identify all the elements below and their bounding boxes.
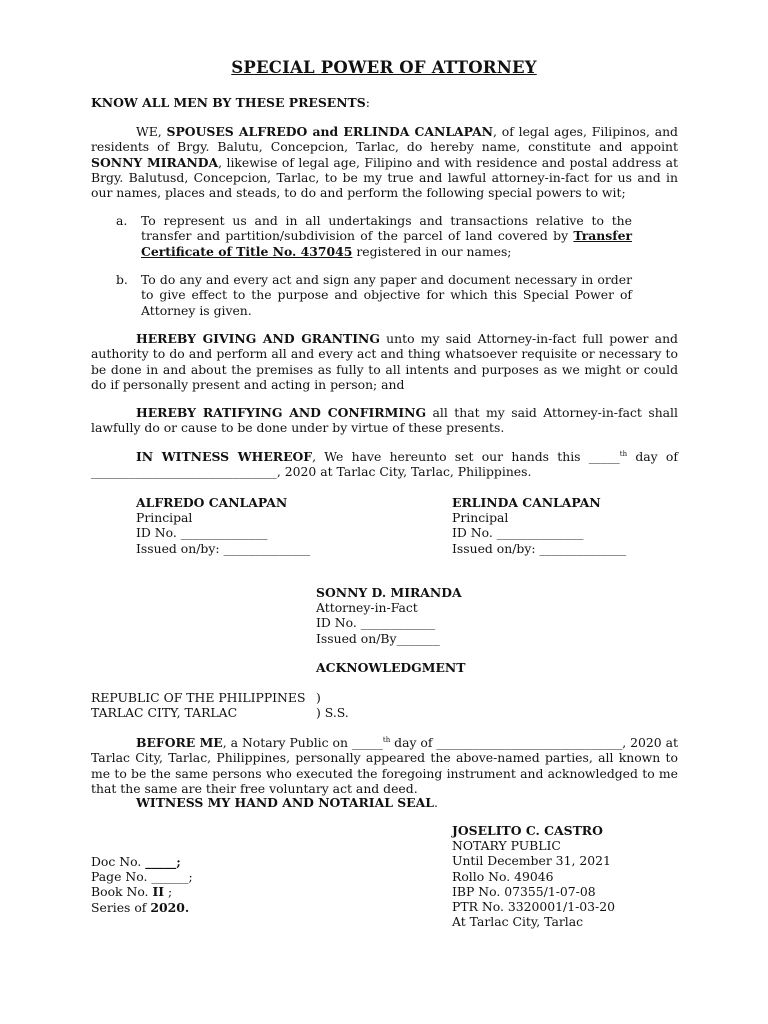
item-b-marker: b. [116, 272, 128, 287]
p3-text: all that my said Attorney-in-fact shall lawfully do or cause to be done under by virtue of these presents. [91, 405, 678, 436]
venue-line-2: TARLAC CITY, TARLAC [91, 705, 238, 720]
notary-block [452, 823, 615, 929]
p3-heading: HEREBY RATIFYING AND CONFIRMING [136, 405, 427, 420]
p2-heading: HEREBY GIVING AND GRANTING [136, 331, 380, 346]
attorney-role: Attorney-in-Fact [316, 600, 418, 616]
ack-text1: , a Notary Public on _____ [222, 735, 383, 750]
doc-no-line: Doc No. _____; [91, 854, 181, 869]
power-item-b [116, 272, 632, 318]
venue-line-1: REPUBLIC OF THE PHILIPPINES [91, 690, 306, 705]
p1-text-e: , likewise of legal age, Filipino and with residence and postal address at Brgy. Balutusd, Concepcion, Tarlac, to be my true and lawful attorney-in-fact for us and in our names, places and steads, to do and perform the following special powers to wit; [91, 154, 678, 201]
principal-2-id: ID No. ______________ [452, 525, 584, 541]
notary-ibp: IBP No. 07355/1-07-08 [452, 883, 596, 899]
book-no-line: Book No. II ; [91, 884, 173, 900]
witness-seal-line [136, 795, 438, 810]
principal-1-issued: Issued on/by: ______________ [136, 540, 311, 556]
page-no-line: Page No. ______; [91, 869, 193, 885]
item-a-text: To represent us and in all undertakings and transactions relative to the transfer and partition/subdivision of the parcel of land covered by [141, 213, 632, 244]
attorney-name-inline: SONNY MIRANDA [91, 154, 219, 170]
principal-1-id: ID No. ______________ [136, 525, 268, 541]
intro-heading: KNOW ALL MEN BY THESE PRESENTS [91, 95, 366, 110]
attorney-issued: Issued on/By_______ [316, 630, 440, 646]
principal-1-signature-block [136, 495, 310, 556]
witness-seal-end: . [433, 795, 438, 810]
principal-2-issued: Issued on/by: ______________ [452, 540, 627, 556]
attorney-signature-block [316, 585, 462, 646]
principal-1-role: Principal [136, 510, 193, 526]
paragraph-before-me [91, 735, 678, 796]
paragraph-ratifying [91, 405, 678, 436]
paragraph-witness-whereof [91, 449, 678, 480]
item-a-marker: a. [116, 213, 128, 228]
series-line: Series of 2020. [91, 899, 190, 915]
venue-line-1-mark: ) [316, 690, 321, 705]
p4-text1: , We have hereunto set our hands this _____ [312, 449, 620, 464]
principal-2-role: Principal [452, 510, 509, 526]
p4-text2: day of [635, 449, 678, 464]
docket-block [91, 854, 193, 915]
ack-sup: th [382, 735, 391, 744]
intro-line: KNOW ALL MEN BY THESE PRESENTS: [91, 95, 370, 110]
p2-text: unto my said Attorney-in-fact full power and authority to do and perform all and every act and thing whatsoever requisite or necessary to be done in and about the premises as fully to all intents and purposes as we might or could do if personally present and acting in person; and [91, 331, 678, 392]
attorney-name: SONNY D. MIRANDA [316, 585, 462, 600]
notary-title: NOTARY PUBLIC [452, 838, 561, 854]
p4-text3: ______________________________, 2020 at Tarlac City, Tarlac, Philippines. [91, 464, 532, 480]
acknowledgment-heading: ACKNOWLEDGMENT [316, 660, 466, 675]
power-item-a [116, 213, 632, 259]
paragraph-giving-granting [91, 331, 678, 392]
ack-text2: day of ______________________________, 2020 at Tarlac City, Tarlac, Philippines, personally appeared the above-named parties, all known to me to be the same persons who executed the foregoing instrument and acknowledged to me that the same are their free voluntary act and deed. [91, 735, 678, 796]
notary-rollo: Rollo No. 49046 [452, 868, 554, 884]
principal-1-name: ALFREDO CANLAPAN [136, 495, 288, 510]
witness-seal: WITNESS MY HAND AND NOTARIAL SEAL [136, 795, 434, 810]
attorney-id: ID No. ____________ [316, 615, 436, 631]
notary-ptr: PTR No. 3320001/1-03-20 [452, 899, 615, 915]
notary-location: At Tarlac City, Tarlac [452, 914, 584, 930]
p4-heading: IN WITNESS WHEREOF [136, 449, 313, 464]
venue-line-2-mark: ) S.S. [316, 705, 349, 720]
paragraph-appointment [91, 124, 678, 200]
p4-sup: th [619, 449, 628, 458]
item-a-tail: registered in our names; [356, 243, 512, 259]
p1-text-c: , of legal ages, Filipinos, and residents of Brgy. Balutu, Concepcion, Tarlac, do hereby name, constitute and appoint [91, 124, 678, 155]
notary-name: JOSELITO C. CASTRO [452, 823, 603, 838]
notary-commission-until: Until December 31, 2021 [452, 853, 611, 869]
principal-2-signature-block [452, 495, 626, 556]
tct-number: Transfer Certificate of Title No. 437045 [141, 228, 632, 259]
principals-names: SPOUSES ALFREDO and ERLINDA CANLAPAN [166, 124, 494, 139]
item-b-text: To do any and every act and sign any paper and document necessary in order to give effect to the purpose and objective for which this Special Power of Attorney is given. [141, 272, 632, 318]
document-title: SPECIAL POWER OF ATTORNEY [231, 58, 537, 77]
p1-text-a: WE, [136, 124, 162, 139]
principal-2-name: ERLINDA CANLAPAN [452, 495, 601, 510]
ack-heading-inline: BEFORE ME [136, 735, 223, 750]
